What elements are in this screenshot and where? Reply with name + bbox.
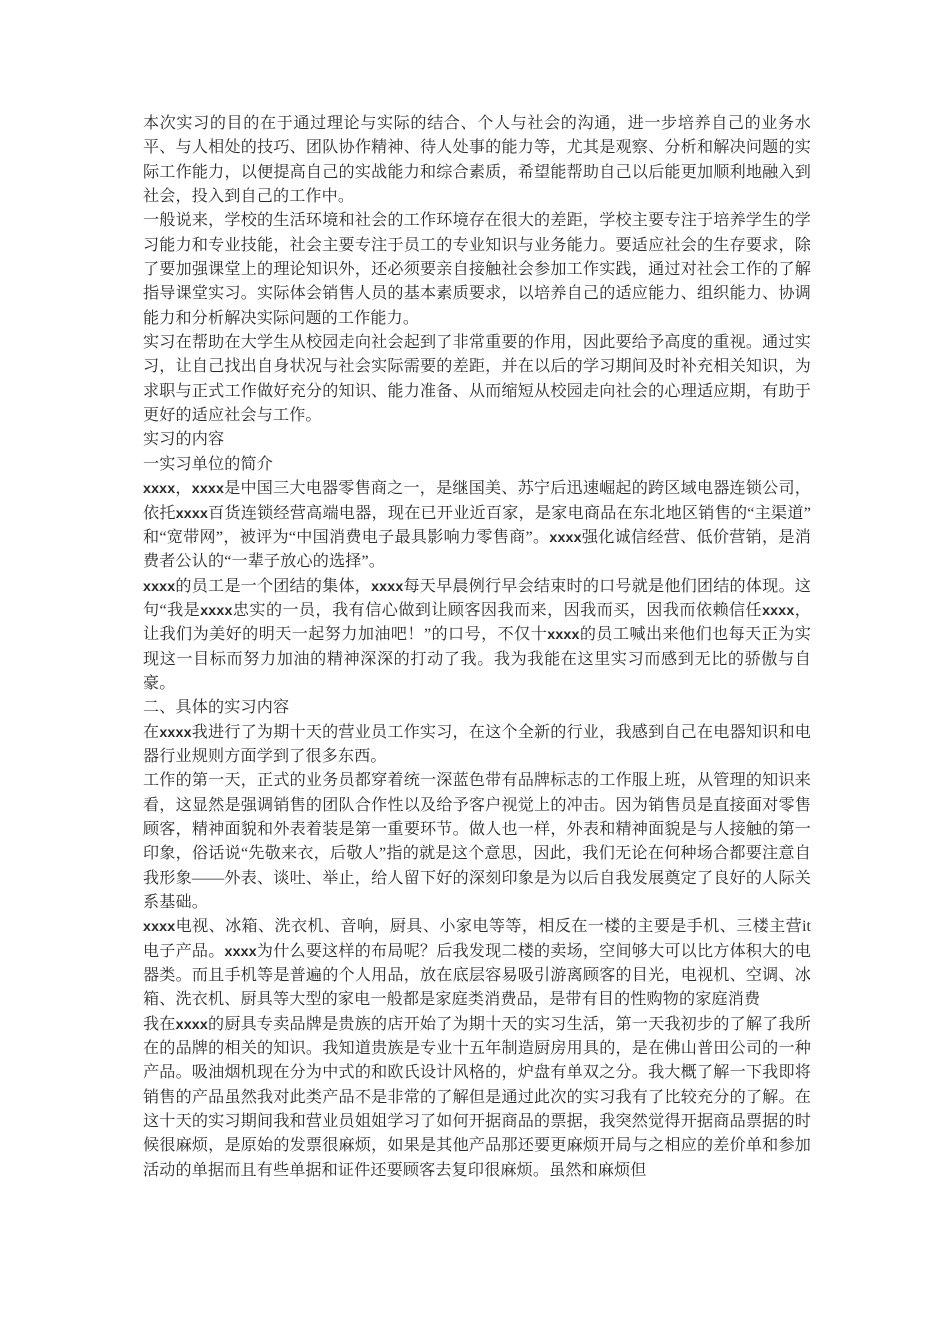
redacted-company-name: xxxx — [371, 578, 404, 595]
text-run: 电子产品。 — [143, 942, 225, 960]
redacted-company-name: xxxx — [547, 627, 580, 644]
redacted-company-name: xxxx — [224, 943, 257, 960]
text-run: 是中国三大电器零售商之一，是继国美、苏宁后迅速崛起的跨区域电器连锁公司，依托 — [143, 480, 812, 522]
redacted-company-name: xxxx — [191, 481, 225, 498]
redacted-company-name: xxxx — [143, 481, 176, 498]
text-run: 我在 — [143, 1015, 176, 1033]
section-heading: 实习的内容 — [143, 431, 225, 449]
text-run: 在 — [143, 723, 160, 741]
redacted-company-name: xxxx — [175, 505, 209, 522]
text-run: ， — [175, 480, 192, 498]
body-paragraph: 实习在帮助在大学生从校园走向社会起到了非常重要的作用，因此要给予高度的重视。通过实习，让自己找出自身状况与社会实际需要的差距，并在以后的学习期间及时补充相关知识，为求职与正式工作做好充分的知识、能力准备、从而缩短从校园走向社会的心理适应期，有助于更好的适应社会与工作。 — [143, 334, 811, 425]
body-paragraph: 工作的第一天，正式的业务员都穿着统一深蓝色带有品牌标志的工作服上班，从管理的知识来看，这显然是强调销售的团队合作性以及给予客户视觉上的冲击。因为销售员是直接面对零售顾客，精神面貌和外表着装是第一重要环节。做人也一样，外表和精神面貌是与人接触的第一印象，俗话说“先敬来衣，后敬人”指的就是这个意思，因此，我们无论在何种场合都要注意自我形象——外表、谈吐、举止，给人留下好的深刻印象是为以后自我发展奠定了良好的人际关系基础。 — [143, 772, 811, 911]
text-run: 强化诚信经营、低价营销，是消费者公认的“一辈子放心的选择”。 — [143, 528, 811, 571]
text-run: 每天早晨例行早会结束时的口号就是他们团结的体现。这句“我是 — [143, 577, 811, 619]
body-paragraph — [143, 915, 811, 1012]
text-run: 忠实的一员，我有信心做到让顾客因我而来，因我而买，因我而依赖信任 — [232, 601, 763, 619]
redacted-company-name: xxxx — [762, 602, 795, 619]
text-run: 的员工喊出来他们也每天正为实现这一目标而努力加油的精神深深的打动了我。我为我能在这里实习而感到无比的骄傲与自豪。 — [143, 626, 811, 692]
body-paragraph: 本次实习的目的在于通过理论与实际的结合、个人与社会的沟通，进一步培养自己的业务水平、与人相处的技巧、团队协作精神、待人处事的能力等，尤其是观察、分析和解决问题的实际工作能力，以便提高自己的实战能力和综合素质，希望能帮助自己以后能更加顺利地融入到社会，投入到自己的工作中。 — [143, 115, 811, 206]
body-paragraph — [143, 1013, 811, 1183]
text-run: 我进行了为期十天的营业员工作实习，在这个全新的行业，我感到自己在电器知识和电器行业规则方面学到了很多东西。 — [143, 723, 812, 765]
body-paragraph — [143, 575, 811, 697]
redacted-company-name: xxxx — [143, 919, 176, 936]
body-paragraph: 一般说来，学校的生活环境和社会的工作环境存在很大的差距，学校主要专注于培养学生的学习能力和专业技能，社会主要专注于员工的专业知识与业务能力。要适应社会的生存要求，除了要加强课堂上的理论知识外，还必须要亲自接触社会参加工作实践，通过对社会工作的了解指导课堂实习。实际体会销售人员的基本素质要求，以培养自己的适应能力、组织能力、协调能力和分析解决实际问题的工作能力。 — [143, 212, 811, 327]
section-heading: 一实习单位的简介 — [143, 455, 273, 473]
redacted-company-name: xxxx — [200, 602, 233, 619]
text-run: 的厨具专卖品牌是贵族的店开始了为期十天的实习生活，第一天我初步的了解了我所在的品牌的相关的知识。我知道贵族是专业十五年制造厨房用具的，是在佛山普田公司的一种产品。吸油烟机现在分为中式的和欧氏设计风格的，炉盘有单双之分。我大概了解一下我即将销售的产品虽然我对此类产品不是非常的了解但是通过此次的实习我有了比较充分的了解。在这十天的实习期间我和营业员姐姐学习了如何开据商品的票据，我突然觉得开据商品票据的时候很麻烦，是原始的发票很麻烦，如果是其他产品那还要更麻烦开局与之相应的差价单和参加活动的单据而且有些单据和证件还要顾客去复印很麻烦。虽然和麻烦但 — [143, 1015, 811, 1179]
redacted-company-name: xxxx — [159, 724, 192, 741]
text-run: 电视、冰箱、洗衣机、音响，厨具、小家电等等，相反在一楼的主要是手机、三楼主营 — [175, 918, 803, 936]
redacted-company-name: xxxx — [175, 1016, 208, 1033]
section-heading: 二、具体的实习内容 — [143, 699, 290, 717]
latin-token: it — [802, 918, 811, 936]
redacted-company-name: xxxx — [549, 529, 582, 546]
redacted-company-name: xxxx — [143, 578, 176, 595]
text-run: 百货连锁经营高端电器，现在已开业近百家，是家电商品在东北地区销售的“主渠道”和“宽带网”，被评为“中国消费电子最具影响力零售商”。 — [143, 504, 811, 546]
body-paragraph — [143, 721, 811, 770]
text-run: 的员工是一个团结的集体， — [175, 577, 372, 595]
body-paragraph — [143, 477, 811, 574]
text-run: 为什么要这样的布局呢？后我发现二楼的卖场，空间够大可以比方体积大的电器类。而且手机等是普遍的个人用品，放在底层容易吸引游离顾客的目光，电视机、空调、冰箱、洗衣机、厨具等大型的家电一般都是家庭类消费品，是带有目的性购物的家庭消费 — [143, 942, 812, 1009]
text-run: ，让我们为美好的明天一起努力加油吧！”的口号，不仅十 — [143, 601, 811, 644]
document-text-body — [143, 112, 811, 1183]
